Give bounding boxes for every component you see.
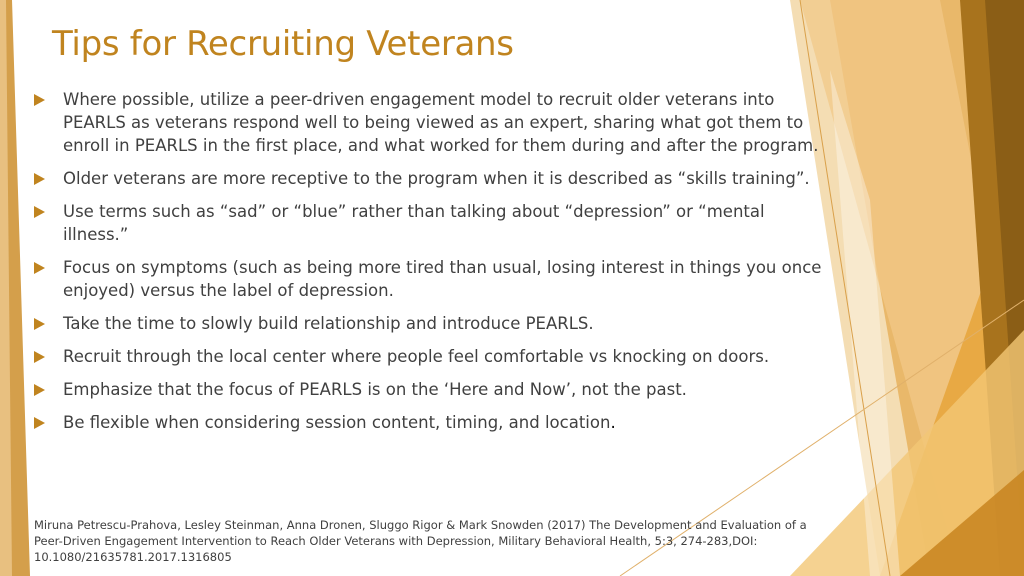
bullet-item xyxy=(34,167,824,190)
bullet-arrow-icon xyxy=(34,173,45,185)
bullet-item xyxy=(34,345,824,368)
bullet-arrow-icon xyxy=(34,262,45,274)
bullet-arrow-icon xyxy=(34,318,45,330)
bullet-arrow-icon xyxy=(34,206,45,218)
bullet-item xyxy=(34,88,824,157)
bullet-text: Older veterans are more receptive to the program when it is described as “skills training”. xyxy=(63,169,810,188)
bullet-arrow-icon xyxy=(34,417,45,429)
bullet-item xyxy=(34,411,824,434)
bullet-item xyxy=(34,200,824,246)
bullet-list xyxy=(34,88,824,434)
bullet-period: . xyxy=(610,413,616,432)
bullet-item xyxy=(34,256,824,302)
bullet-arrow-icon xyxy=(34,351,45,363)
bullet-text: Focus on symptoms (such as being more tired than usual, losing interest in things you once enjoyed) versus the label of depression. xyxy=(63,258,822,300)
bullet-arrow-icon xyxy=(34,94,45,106)
citation: Miruna Petrescu-Prahova, Lesley Steinman, Anna Dronen, Sluggo Rigor & Mark Snowden (2017) The Development and Evaluation of a Peer-Driven Engagement Intervention to Reach Older Veterans with Depression, Military Behavioral Health, 5:3, 274-283,DOI: 10.1080/21635781.2017.1316805 xyxy=(34,518,807,564)
bullet-text: Recruit through the local center where people feel comfortable vs knocking on doors. xyxy=(63,347,770,366)
bullet-text: Take the time to slowly build relationship and introduce PEARLS. xyxy=(63,314,594,333)
bullet-text: Where possible, utilize a peer-driven engagement model to recruit older veterans into PEARLS as veterans respond well to being viewed as an expert, sharing what got them to enroll in PEARLS in the first place, and what worked for them during and after the program. xyxy=(63,90,819,155)
bullet-item xyxy=(34,378,824,401)
slide-title: Tips for Recruiting Veterans xyxy=(52,24,514,64)
bullet-text: Be flexible when considering session content, timing, and location xyxy=(63,413,611,432)
bullet-text: Emphasize that the focus of PEARLS is on the ‘Here and Now’, not the past. xyxy=(63,380,687,399)
bullet-item xyxy=(34,312,824,335)
bullet-arrow-icon xyxy=(34,384,45,396)
bullet-text: Use terms such as “sad” or “blue” rather than talking about “depression” or “mental illness.” xyxy=(63,202,765,244)
